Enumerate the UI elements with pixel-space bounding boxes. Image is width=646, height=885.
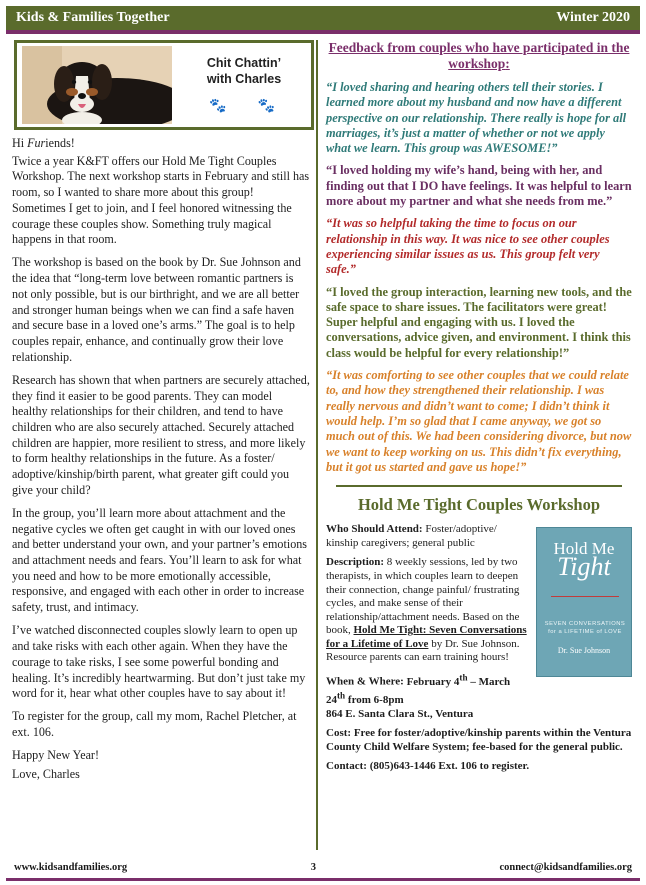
letter-closing: Happy New Year! [12, 748, 99, 763]
when-where: When & Where: February 4th – March 24th from 6-8pm 864 E. Santa Clara St., Ventura [326, 672, 511, 720]
testimonial: “I loved the group interaction, learning new tools, and the safe space to share issues. The facilitators were great! Super helpful and engaging with us. I loved the conversations, advice given, and environment. I think this class would be helpful for every relationship!” [326, 284, 632, 360]
column-divider [316, 40, 318, 850]
workshop-title: Hold Me Tight Couples Workshop [357, 495, 601, 515]
workshop-contact: Contact: (805)643-1446 Ext. 106 to register. [326, 760, 530, 773]
issue-date: Winter 2020 [556, 10, 630, 25]
workshop-cost: Cost: Free for foster/adoptive/kinship parents within the Ventura County Child Welfare System; fee-based for the general public. [326, 727, 632, 753]
letter-paragraph: Twice a year K&FT offers our Hold Me Tight Couples Workshop. The next workshop starts in February and still has room, so I wanted to share more about this group! Sometimes I get to join, and I feel honored witnessing the courage these couples show. Something truly magical happens in that room. [12, 153, 310, 247]
page-number: 3 [310, 862, 316, 873]
page-footer [14, 862, 632, 873]
section-divider [336, 485, 622, 487]
feedback-heading: Feedback from couples who have participated in the workshop: [328, 40, 630, 71]
footer-divider [6, 878, 640, 881]
workshop-description: Description: 8 weekly sessions, led by two therapists, in which couples learn to deepen their connection, change painful/ frustrating cycles, and make sense of their relationship/attachment needs. Based on the book, Hold Me Tight: Seven Conversations for a Lifetime of Love by Dr. Sue Johnson. Resource parents can earn training hours! [326, 556, 527, 664]
letter-paragraph: To register for the group, call my mom, Rachel Pletcher, at ext. 106. [12, 709, 297, 740]
testimonial: “It was comforting to see other couples that we could relate to, and how they strengthened their relationship. I was really nervous and didn’t want to come; I didn’t think it would help. I’m so glad that I came anyway, we got so much out of this. We had been considering divorce, but now we want to keep working on us. This didn’t fix everything, but it got us started and gave us hope!” [326, 368, 632, 474]
column-banner [14, 40, 314, 130]
page-header [6, 6, 640, 30]
website-link[interactable]: www.kidsandfamilies.org [14, 862, 128, 873]
book-cover-image: Hold Me Tight SEVEN CONVERSATIONS for a LIFETIME of LOVE Dr. Sue Johnson [536, 527, 632, 677]
who-should-attend: Who Should Attend: Foster/adoptive/ kinship caregivers; general public [326, 523, 497, 549]
letter-paragraph: Research has shown that when partners are securely attached, they find it easier to be good parents. They can model healthy relationships for their children, and tend to have children who are also securely attached. Securely attached children are happier, more resilient to stress, and more likely to form healthy relationships in the future. As a foster/ adoptive/kinship/birth parent, what greater gift could you give your child? [12, 372, 310, 497]
workshop-details [326, 523, 632, 774]
testimonial: “It was so helpful taking the time to focus on our relationship in this way. It was nice to see other couples experiencing similar issues as us. This group felt very safe.” [326, 216, 610, 277]
letter-paragraph: I’ve watched disconnected couples slowly learn to open up and take risks with each other again. When they have the courage to take risks, I see some powerful bonding and healing. It’s incredibly heartwarming. But don’t just take my word for it, hear what other couples have to say about it! [12, 623, 306, 701]
column-title: Chit Chattin’ with Charles [206, 56, 282, 86]
email-link[interactable]: connect@kidsandfamilies.org [499, 862, 632, 873]
testimonial: “I loved sharing and hearing others tell their stories. I learned more about my husband and now have a different perspective on our relationship. There really is hope for all marriages, it’s just a matter of whether or not we apply what we learn. This group was AWESOME!” [326, 80, 627, 156]
paw-prints-icon: 🐾 🐾 [209, 99, 290, 114]
letter-paragraph: In the group, you’ll learn more about attachment and the negative cycles we often get caught in with our loved ones and better understand your own, and your partner’s emotions and attachment needs and fears. You’ll learn to ask for what you need and how to be more emotionally accessible, responsive, and engaged with each other in order to increase safety, trust, and intimacy. [12, 505, 307, 615]
header-divider [6, 30, 640, 34]
dog-photo [22, 46, 172, 124]
newsletter-title: Kids & Families Together [16, 10, 170, 25]
feedback-column [326, 40, 632, 780]
letter-signature: Love, Charles [12, 767, 80, 782]
letter-column [12, 136, 310, 786]
letter-paragraph: The workshop is based on the book by Dr. Sue Johnson and the idea that “long-term love between romantic partners is not only possible, but is our birthright, and we are all better and stronger human beings when we can find a safe haven and secure base in a loved one’s arms.” The goal is to help couples repair, enhance, and continually grow their love relationship. [12, 255, 301, 364]
greeting: Hi Furiends! [12, 136, 75, 150]
testimonial: “I loved holding my wife’s hand, being with her, and finding out that I DO have feelings. It was helpful to learn more about my partner and what she needs from me.” [326, 163, 632, 209]
